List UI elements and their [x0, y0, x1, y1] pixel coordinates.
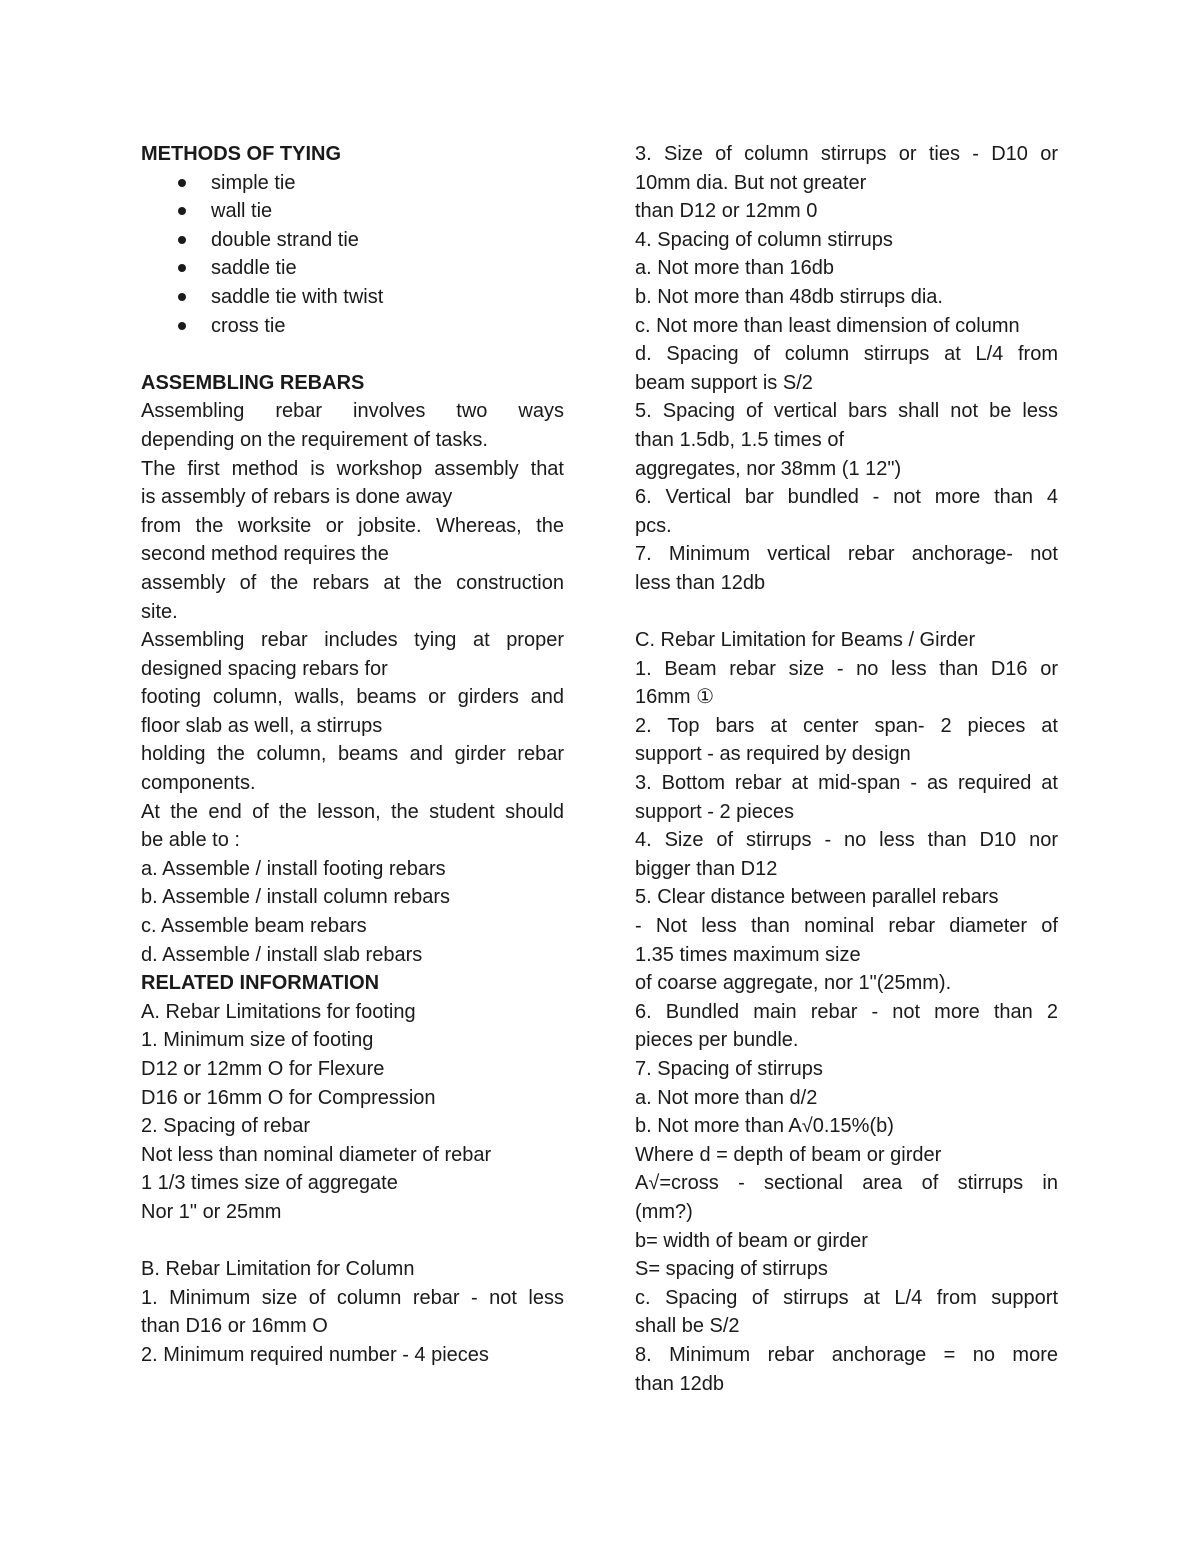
text-line: support - as required by design [635, 743, 911, 766]
text-line: The first method is workshop assembly that [141, 457, 564, 480]
text-line: 4. Size of stirrups - no less than D10 nor [635, 829, 1058, 852]
text-line: site. [141, 600, 178, 623]
text-line: 5. Clear distance between parallel rebars [635, 886, 999, 909]
text-line: 8. Minimum rebar anchorage = no more [635, 1343, 1058, 1366]
left-column [141, 140, 564, 1370]
text-line: 3. Bottom rebar at mid-span - as required at [635, 772, 1058, 795]
text-line: 6. Vertical bar bundled - not more than 4 [635, 486, 1058, 509]
methods-list [141, 169, 564, 341]
text-line: c. Not more than least dimension of column [635, 314, 1020, 337]
text-line: D16 or 16mm O for Compression [141, 1086, 436, 1109]
text-line: holding the column, beams and girder rebar [141, 743, 564, 766]
text-line: 10mm dia. But not greater [635, 171, 867, 194]
text-line: depending on the requirement of tasks. [141, 428, 488, 451]
text-line: Nor 1" or 25mm [141, 1200, 282, 1223]
bullet-icon [178, 322, 186, 330]
text-line: (mm?) [635, 1200, 693, 1223]
text-line: c. Assemble beam rebars [141, 915, 367, 938]
text-line: beam support is S/2 [635, 371, 813, 394]
text-line: 1. Minimum size of column rebar - not less [141, 1286, 564, 1309]
text-line: B. Rebar Limitation for Column [141, 1258, 415, 1281]
text-line: 1. Beam rebar size - no less than D16 or [635, 657, 1058, 680]
text-line: 6. Bundled main rebar - not more than 2 [635, 1000, 1058, 1023]
text-line: 1.35 times maximum size [635, 943, 861, 966]
bullet-icon [178, 207, 186, 215]
text-line: support - 2 pieces [635, 800, 794, 823]
text-line: 1. Minimum size of footing [141, 1029, 374, 1052]
related-heading: RELATED INFORMATION [141, 972, 380, 995]
text-line: Assembling rebar involves two ways [141, 400, 564, 423]
text-line: 16mm ① [635, 686, 715, 709]
text-line: than D16 or 16mm O [141, 1315, 328, 1338]
text-line: of coarse aggregate, nor 1"(25mm). [635, 972, 952, 995]
text-line: b. Not more than 48db stirrups dia. [635, 285, 943, 308]
text-line: a. Not more than 16db [635, 257, 835, 280]
bullet-icon [178, 179, 186, 187]
text-line: b. Assemble / install column rebars [141, 886, 451, 909]
text-line: is assembly of rebars is done away [141, 486, 453, 509]
text-line: components. [141, 772, 256, 795]
text-line: D12 or 12mm O for Flexure [141, 1058, 385, 1080]
text-line: aggregates, nor 38mm (1 12") [635, 457, 902, 480]
assembling-heading: ASSEMBLING REBARS [141, 371, 365, 394]
text-line: than 12db [635, 1372, 724, 1395]
methods-heading: METHODS OF TYING [141, 143, 341, 165]
text-line: than D12 or 12mm 0 [635, 200, 818, 223]
text-line: pcs. [635, 514, 672, 537]
right-column [635, 140, 1058, 1398]
text-line: than 1.5db, 1.5 times of [635, 428, 845, 451]
text-line: footing column, walls, beams or girders and [141, 686, 564, 709]
list-item: saddle tie with twist [141, 283, 564, 312]
text-line: 2. Top bars at center span- 2 pieces at [635, 714, 1058, 737]
text-line: - Not less than nominal rebar diameter of [635, 915, 1058, 938]
text-line: Where d = depth of beam or girder [635, 1143, 942, 1166]
text-line: C. Rebar Limitation for Beams / Girder [635, 629, 976, 652]
list-item: wall tie [141, 197, 564, 226]
text-line: 7. Spacing of stirrups [635, 1058, 823, 1080]
text-line: A. Rebar Limitations for footing [141, 1000, 416, 1023]
bullet-icon [178, 264, 186, 272]
list-item: simple tie [141, 169, 564, 198]
list-item: saddle tie [141, 254, 564, 283]
list-item: double strand tie [141, 226, 564, 255]
text-line: less than 12db [635, 571, 766, 594]
text-line: bigger than D12 [635, 857, 778, 880]
text-line: assembly of the rebars at the construction [141, 571, 564, 594]
text-line: floor slab as well, a stirrups [141, 714, 383, 737]
text-line: Assembling rebar includes tying at proper [141, 629, 564, 652]
text-line: 7. Minimum vertical rebar anchorage- not [635, 543, 1058, 566]
text-line: designed spacing rebars for [141, 657, 388, 680]
text-line: 4. Spacing of column stirrups [635, 228, 893, 251]
list-item: cross tie [141, 312, 564, 341]
text-line: b= width of beam or girder [635, 1229, 868, 1252]
bullet-icon [178, 236, 186, 244]
text-line: shall be S/2 [635, 1315, 740, 1338]
text-line: S= spacing of stirrups [635, 1258, 828, 1281]
text-line: 2. Minimum required number - 4 pieces [141, 1343, 489, 1366]
text-line: At the end of the lesson, the student should [141, 800, 564, 823]
bullet-icon [178, 293, 186, 301]
text-line: 2. Spacing of rebar [141, 1115, 310, 1138]
text-line: d. Spacing of column stirrups at L/4 from [635, 343, 1058, 366]
text-line: from the worksite or jobsite. Whereas, the [141, 514, 564, 537]
text-line: A√=cross - sectional area of stirrups in [635, 1172, 1058, 1195]
text-line: be able to : [141, 829, 240, 852]
text-line: Not less than nominal diameter of rebar [141, 1143, 492, 1166]
text-line: second method requires the [141, 543, 389, 566]
text-line: d. Assemble / install slab rebars [141, 943, 423, 966]
text-line: b. Not more than A√0.15%(b) [635, 1115, 894, 1138]
text-line: a. Not more than d/2 [635, 1086, 818, 1109]
text-line: pieces per bundle. [635, 1029, 799, 1052]
text-line: a. Assemble / install footing rebars [141, 857, 446, 880]
text-line: 5. Spacing of vertical bars shall not be less [635, 400, 1058, 423]
text-line: 1 1/3 times size of aggregate [141, 1172, 398, 1195]
text-line: 3. Size of column stirrups or ties - D10 or [635, 143, 1058, 165]
text-line: c. Spacing of stirrups at L/4 from support [635, 1286, 1058, 1309]
